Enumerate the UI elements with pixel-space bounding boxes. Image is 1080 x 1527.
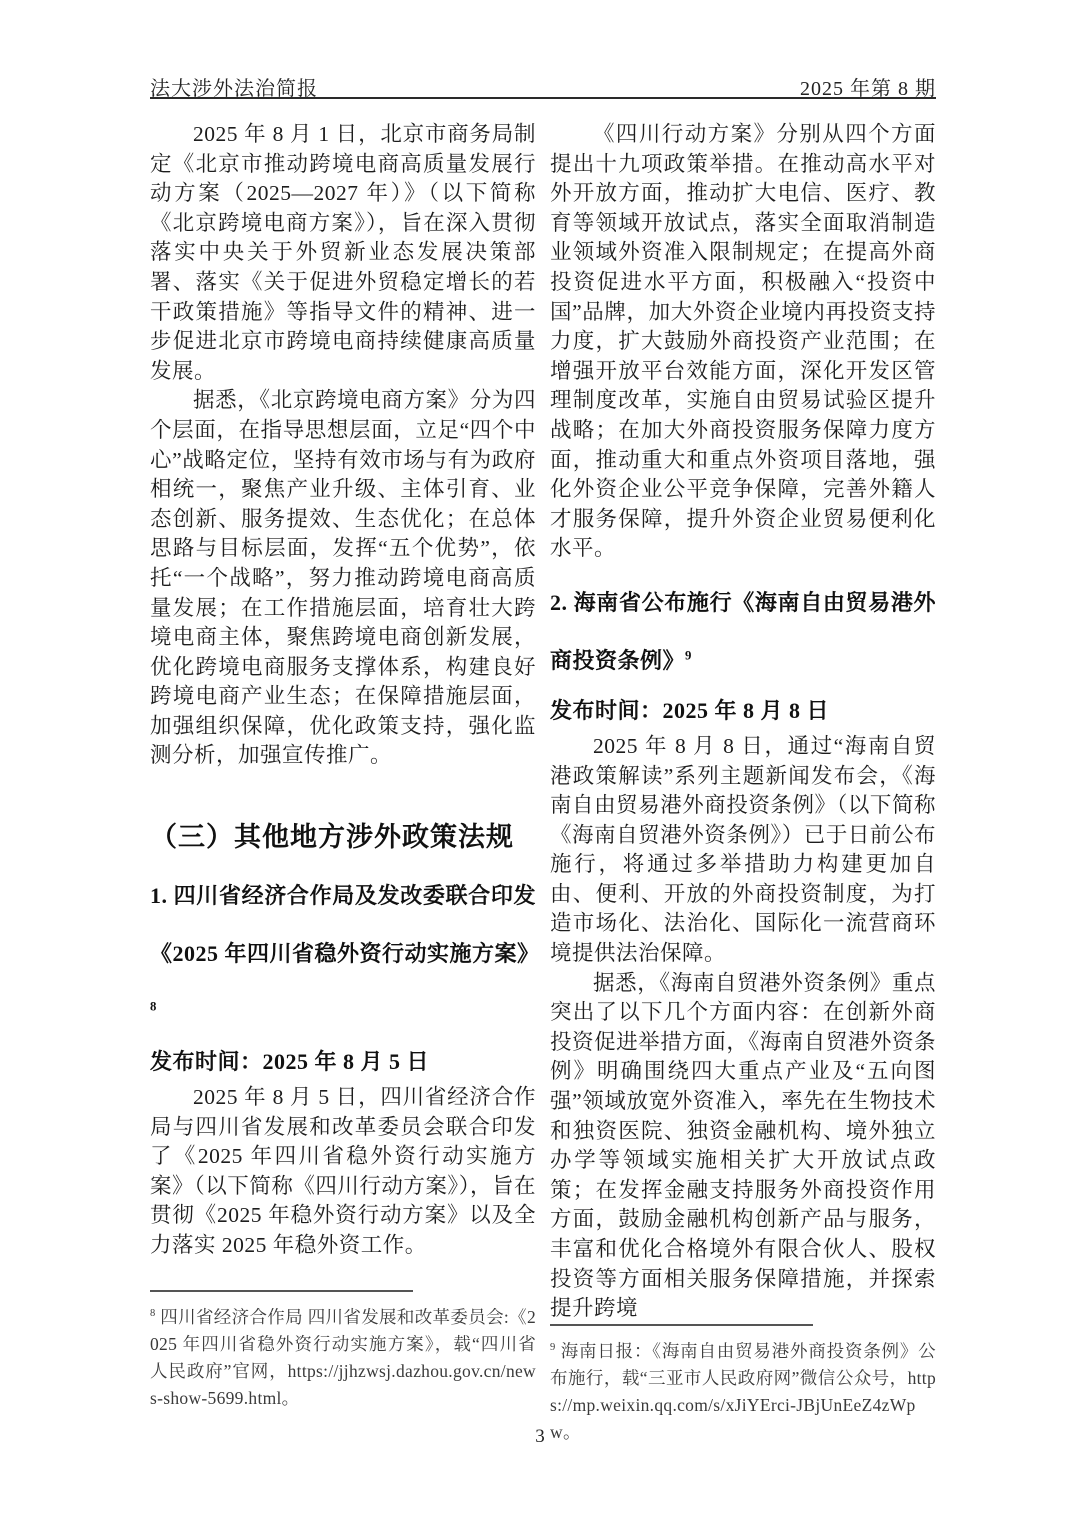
header-title: 法大涉外法治简报: [150, 78, 318, 100]
two-column-body: [150, 120, 936, 1442]
footnote-8: [150, 1300, 536, 1412]
section-heading-other-local-policies: （三）其他地方涉外政策法规: [150, 822, 514, 853]
paragraph-hainan-regulation-details: 据悉，《海南自贸港外资条例》重点突出了以下几个方面内容：在创新外商投资促进举措方面，《海南自贸港外资条例》明确围绕四大重点产业及“五向图强”领域放宽外资准入，率先在生物技术和独资医院、独资金融机构、境外独立办学等领域实施相关扩大开放试点政策；在发挥金融支持服务外商投资作用方面，鼓励金融机构创新产品与服务，丰富和优化合格境外有限合伙人、股权投资等方面相关服务保障措施，并探索提升跨境: [550, 970, 936, 1321]
publish-date-sichuan: 发布时间：2025 年 8 月 5 日: [150, 1049, 430, 1075]
item-heading-sichuan-text: 1. 四川省经济合作局及发改委联合印发《2025 年四川省稳外资行动实施方案》: [150, 883, 540, 967]
page-number: 3: [535, 1426, 545, 1447]
paragraph-beijing-plan-intro: 2025 年 8 月 1 日，北京市商务局制定《北京市推动跨境电商高质量发展行动方案（2025—2027 年）》（以下简称《北京跨境电商方案》），旨在深入贯彻落实中央关于外贸新业态发展决策部署、落实《关于促进外贸稳定增长的若干政策措施》等指导文件的精神、进一步促进北京市跨境电商持续健康高质量发展。: [150, 122, 536, 383]
header-rule: [150, 97, 936, 99]
item-heading-hainan: [550, 574, 936, 690]
footnote-ref-9: 9: [685, 648, 692, 663]
paragraph-sichuan-measures: 《四川行动方案》分别从四个方面提出十九项政策举措。在推动高水平对外开放方面，推动扩大电信、医疗、教育等领域开放试点，落实全面取消制造业领域外资准入限制规定；在提高外商投资促进水平方面，积极融入“投资中国”品牌，加大外资企业境内再投资支持力度，扩大鼓励外商投资产业范围；在增强开放平台效能方面，深化开发区管理制度改革，实施自由贸易试验区提升战略；在加大外商投资服务保障力度方面，推动重大和重点外资项目落地，强化外资企业公平竞争保障，完善外籍人才服务保障，提升外资企业贸易便利化水平。: [550, 122, 936, 561]
paragraph-beijing-plan-details: 据悉，《北京跨境电商方案》分为四个层面，在指导思想层面，立足“四个中心”战略定位，坚持有效市场与有为政府相统一，聚焦产业升级、主体引育、业态创新、服务提效、生态优化；在总体思路与目标层面，发挥“五个优势”，依托“一个战略”，努力推动跨境电商高质量发展；在工作措施层面，培育壮大跨境电商主体，聚焦跨境电商创新发展，优化跨境电商服务支撑体系，构建良好跨境电商产业生态；在保障措施层面，加强组织保障，优化政策支持，强化监测分析，加强宣传推广。: [150, 388, 536, 768]
left-column: [150, 120, 540, 1412]
footnote-8-text: 四川省经济合作局 四川省发展和改革委员会:《2025 年四川省稳外资行动实施方案》，载“四川省人民政府”官网，https://jjhzwsj.dazhou.gov.cn/news-show-5699.html。: [150, 1307, 536, 1408]
right-column: [550, 120, 936, 1442]
footnote-9-text: 海南日报：《海南自由贸易港外商投资条例》公布施行，载“三亚市人民政府网”微信公众号，https://mp.weixin.qq.com/s/xJiYErci-JBjUnEeZ4zWpw。: [550, 1340, 936, 1442]
paragraph-hainan-regulation-intro: 2025 年 8 月 8 日，通过“海南自贸港政策解读”系列主题新闻发布会，《海南自由贸易港外商投资条例》（以下简称《海南自贸港外资条例》）已于日前公布施行，将通过多举措助力构建更加自由、便利、开放的外商投资制度，为打造市场化、法治化、国际化一流营商环境提供法治保障。: [550, 733, 936, 966]
item-heading-sichuan: [150, 867, 540, 1041]
footnote-9-marker: 9: [550, 1341, 556, 1353]
footnote-separator: [150, 1290, 413, 1292]
footnote-8-marker: 8: [150, 1308, 156, 1320]
header-issue: 2025 年第 8 期: [800, 78, 936, 100]
publish-date-hainan: 发布时间：2025 年 8 月 8 日: [550, 697, 830, 723]
footnote-block-8: [150, 1290, 536, 1412]
paragraph-sichuan-plan: 2025 年 8 月 5 日，四川省经济合作局与四川省发展和改革委员会联合印发了《2025 年四川省稳外资行动实施方案》（以下简称《四川行动方案》），旨在贯彻《2025 年稳外资行动方案》以及全力落实 2025 年稳外资工作。: [150, 1085, 536, 1258]
footnote-ref-8: 8: [150, 999, 157, 1014]
item-heading-hainan-text: 2. 海南省公布施行《海南自由贸易港外商投资条例》: [550, 589, 936, 673]
footnote-separator: [550, 1324, 813, 1326]
